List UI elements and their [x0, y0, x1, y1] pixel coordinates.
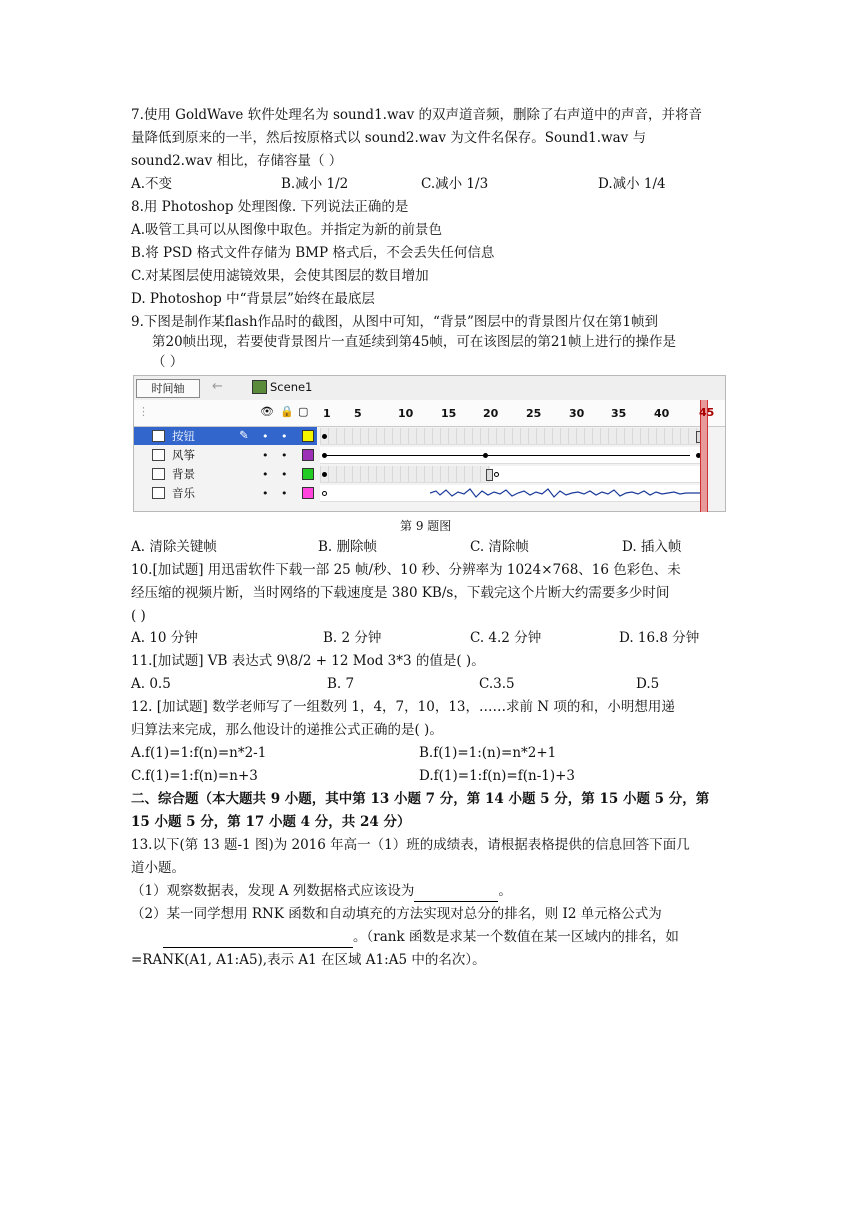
layer-frames[interactable] — [320, 428, 704, 445]
playhead-frame: 45 — [699, 406, 715, 419]
q12-line1: 12. [加试题] 数学老师写了一组数列 1，4，7，10，13，……求前 N 项的和，小明想用递 — [131, 699, 675, 715]
layer-frames[interactable] — [320, 466, 704, 483]
q13-sub2: （2）某一同学想用 RNK 函数和自动填充的方法实现对总分的排名，则 I2 单元格公式为 — [131, 906, 662, 922]
q11-option-b: B. 7 — [327, 676, 355, 692]
q10-line2: 经压缩的视频片断，当时网络的下载速度是 380 KB/s，下载完这个片断大约需要多少时间 — [131, 585, 670, 601]
lock-dot[interactable]: • — [281, 487, 288, 500]
layer-name: 按钮 — [172, 429, 195, 443]
q13-sub2-line2 — [163, 927, 679, 948]
layer-name: 背景 — [172, 467, 195, 481]
flash-timeline-figure — [133, 375, 726, 512]
visible-dot[interactable]: • — [262, 468, 269, 481]
q11-option-c: C.3.5 — [479, 676, 515, 692]
layer-name-cell[interactable] — [134, 446, 317, 464]
q12-option-c: C.f(1)=1:f(n)=n+3 — [131, 768, 258, 784]
q7-option-a: A.不变 — [131, 176, 173, 192]
q11-option-a: A. 0.5 — [131, 676, 171, 692]
audio-waveform — [430, 485, 700, 501]
q7-line2: 量降低到原来的一半，然后按原格式以 sound2.wav 为文件名保存。Sound1.wav 与 — [131, 130, 647, 146]
q7-line1: 7.使用 GoldWave 软件处理名为 sound1.wav 的双声道音频，删除了右声道中的声音，并将音 — [131, 107, 702, 123]
layer-row-music[interactable] — [134, 484, 725, 502]
frame-tick: 25 — [526, 407, 542, 420]
q13-sub1-end: 。 — [498, 883, 512, 899]
layer-row-kite[interactable] — [134, 446, 725, 464]
frame-tick: 40 — [654, 407, 670, 420]
visible-dot[interactable]: • — [262, 449, 269, 462]
frame-span — [320, 466, 490, 482]
frame-tick: 35 — [611, 407, 627, 420]
frame-tick: 30 — [569, 407, 585, 420]
lock-dot[interactable]: • — [281, 430, 288, 443]
q12-option-d: D.f(1)=1:f(n)=f(n-1)+3 — [419, 768, 576, 784]
q11-stem: 11.[加试题] VB 表达式 9\8/2 + 12 Mod 3*3 的值是( )。 — [131, 653, 485, 669]
q11-option-d: D.5 — [636, 676, 660, 692]
q8-option-a: A.吸管工具可以从图像中取色。并指定为新的前景色 — [131, 222, 443, 238]
frame-tick: 15 — [441, 407, 457, 420]
frame-tick: 10 — [398, 407, 414, 420]
timeline-tab[interactable]: 时间轴 — [136, 379, 200, 398]
keyframe[interactable] — [322, 491, 327, 496]
layer-color-swatch — [302, 449, 314, 461]
q13-sub2-tail: 。（rank 函数是求某一个数值在某一区域内的排名，如 — [353, 929, 679, 945]
lock-dot[interactable]: • — [281, 468, 288, 481]
keyframe[interactable] — [322, 472, 327, 477]
visible-dot[interactable]: • — [262, 430, 269, 443]
q8-stem: 8.用 Photoshop 处理图像. 下列说法正确的是 — [131, 199, 409, 215]
back-arrow-icon[interactable]: ← — [212, 379, 223, 394]
frame-tick: 20 — [483, 407, 499, 420]
q10-option-a: A. 10 分钟 — [131, 630, 198, 646]
section2-heading: 二、综合题（本大题共 9 小题，其中第 13 小题 7 分，第 14 小题 5 分，第 15 小题 5 分，第 — [131, 791, 710, 807]
tween-arrow — [488, 455, 690, 456]
scene-label[interactable]: Scene1 — [270, 380, 313, 394]
keyframe[interactable] — [322, 434, 327, 439]
layer-row-background[interactable] — [134, 465, 725, 483]
frame-span — [320, 428, 700, 444]
timeline-toolbar — [134, 376, 725, 401]
q9-option-c: C. 清除帧 — [470, 539, 529, 555]
q10-option-c: C. 4.2 分钟 — [470, 630, 542, 646]
q9-option-b: B. 删除帧 — [318, 539, 378, 555]
q10-option-d: D. 16.8 分钟 — [619, 630, 700, 646]
q12-line2: 归算法来完成，那么他设计的递推公式正确的是( )。 — [131, 722, 443, 738]
q7-option-d: D.减小 1/4 — [598, 176, 666, 192]
layer-row-button[interactable] — [134, 427, 725, 445]
outline-icon[interactable]: ▢ — [298, 405, 309, 418]
answer-blank[interactable] — [414, 881, 498, 902]
layer-color-swatch — [302, 487, 314, 499]
q13-line1: 13.以下(第 13 题-1 图)为 2016 年高一（1）班的成绩表，请根据表格提供的信息回答下面几 — [131, 837, 690, 853]
layer-icon — [152, 468, 165, 480]
section2-heading-cont: 15 小题 5 分，第 17 小题 4 分，共 24 分） — [131, 814, 411, 830]
layer-name: 音乐 — [172, 486, 195, 500]
drag-handle-icon: ⋮ — [138, 405, 149, 418]
q10-option-b: B. 2 分钟 — [323, 630, 382, 646]
q9-line2: 第20帧出现，若要使背景图片一直延续到第45帧，可在该图层的第21帧上进行的操作是 — [152, 334, 677, 350]
q9-line1: 9.下图是制作某flash作品时的截图，从图中可知，“背景”图层中的背景图片仅在第1帧到 — [131, 314, 658, 330]
frame-tick: 1 — [323, 407, 331, 420]
q13-sub1 — [131, 881, 512, 902]
q8-option-b: B.将 PSD 格式文件存储为 BMP 格式后，不会丢失任何信息 — [131, 245, 495, 261]
layer-color-swatch — [302, 430, 314, 442]
answer-blank[interactable] — [163, 927, 353, 948]
lock-dot[interactable]: • — [281, 449, 288, 462]
layer-name-cell[interactable] — [134, 427, 317, 445]
q13-line2: 道小题。 — [131, 860, 185, 876]
layer-name-cell[interactable] — [134, 484, 317, 502]
q13-sub1-text: （1）观察数据表，发现 A 列数据格式应该设为 — [131, 883, 415, 899]
q7-option-b: B.减小 1/2 — [281, 176, 349, 192]
q13-sub2-line3: =RANK(A1, A1:A5),表示 A1 在区域 A1:A5 中的名次）。 — [131, 952, 486, 968]
q8-option-c: C.对某图层使用滤镜效果，会使其图层的数目增加 — [131, 268, 429, 284]
q10-line3: ( ) — [131, 608, 146, 624]
layer-name: 风筝 — [172, 448, 195, 462]
q9-option-d: D. 插入帧 — [622, 539, 682, 555]
q9-option-a: A. 清除关键帧 — [131, 539, 217, 555]
q8-option-d: D. Photoshop 中“背景层”始终在最底层 — [131, 291, 375, 307]
q7-line3: sound2.wav 相比，存储容量（ ） — [131, 153, 343, 169]
scene-icon — [252, 380, 267, 394]
blank-keyframe[interactable] — [494, 472, 499, 477]
q10-line1: 10.[加试题] 用迅雷软件下载一部 25 帧/秒、10 秒、分辨率为 1024×768、16 色彩色、未 — [131, 562, 681, 578]
layer-frames[interactable] — [320, 485, 704, 502]
eye-icon[interactable]: 👁 — [260, 405, 274, 418]
q9-caption: 第 9 题图 — [400, 519, 452, 533]
layer-icon — [152, 449, 165, 461]
layer-name-cell[interactable] — [134, 465, 317, 483]
end-frame — [486, 469, 493, 481]
timeline-header — [134, 400, 725, 427]
q9-line3: （ ） — [152, 354, 184, 370]
q12-option-a: A.f(1)=1:f(n)=n*2-1 — [131, 745, 267, 761]
layer-icon — [152, 487, 165, 499]
visible-dot[interactable]: • — [262, 487, 269, 500]
q12-option-b: B.f(1)=1:(n)=n*2+1 — [419, 745, 557, 761]
layer-icon — [152, 430, 165, 442]
pencil-icon: ✎ — [239, 428, 249, 442]
lock-icon[interactable]: 🔒 — [280, 405, 294, 418]
frame-tick: 5 — [354, 407, 362, 420]
layer-color-swatch — [302, 468, 314, 480]
tween-arrow — [326, 455, 484, 456]
layer-frames[interactable] — [320, 447, 704, 464]
q7-option-c: C.减小 1/3 — [421, 176, 489, 192]
